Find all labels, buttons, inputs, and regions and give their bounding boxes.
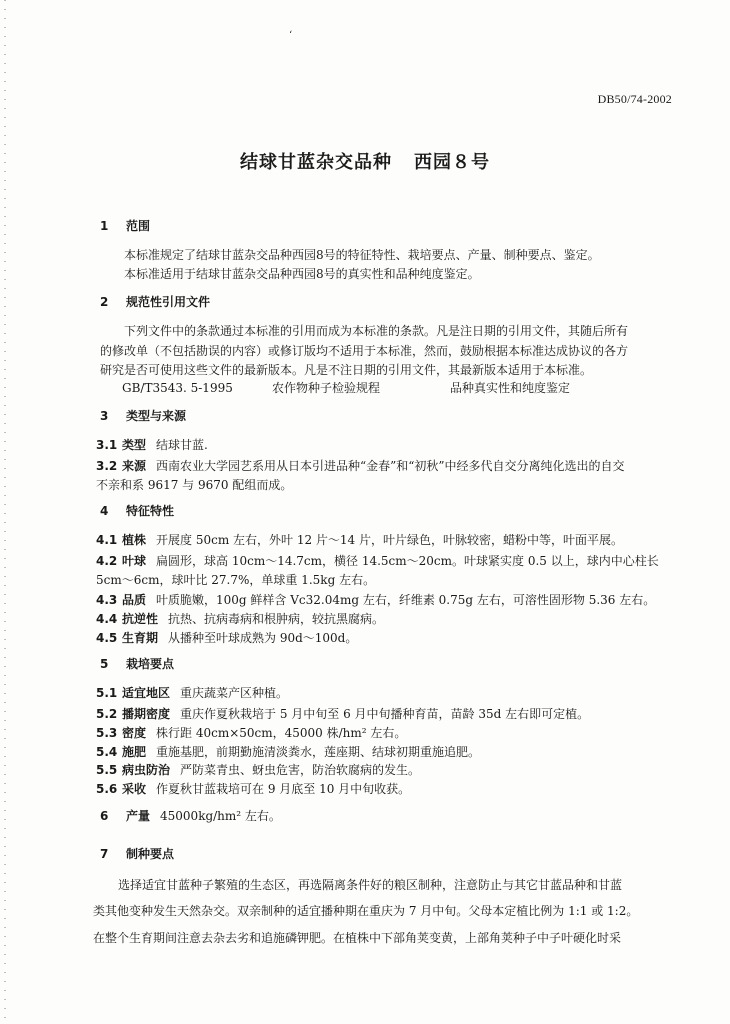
section-heading: 7 制种要点	[100, 847, 175, 861]
clause-item: 5.2 播期密度 重庆作夏秋栽培于 5 月中旬至 6 月中旬播种育苗，苗龄 35d 左右即可定植。	[96, 707, 590, 721]
clause-item: 5.5 病虫防治 严防菜青虫、蚜虫危害，防治软腐病的发生。	[96, 763, 421, 777]
clause-item: 5.1 适宜地区 重庆蔬菜产区种植。	[96, 686, 289, 700]
paragraph-line: 在整个生育期间注意去杂去劣和追施磷钾肥。在植株中下部角荚变黄，上部角荚种子中子叶硬化时采	[93, 931, 622, 945]
clause-item: 4.2 叶球 扁圆形，球高 10cm～14.7cm，横径 14.5cm～20cm。叶球紧实度 0.5 以上，球内中心柱长	[96, 554, 659, 568]
clause-item: 3.2 来源 西南农业大学园艺系用从日本引进品种“金春”和“初秋”中经多代自交分离纯化选出的自交	[96, 459, 625, 473]
yield-value: 45000kg/hm² 左右。	[160, 809, 281, 823]
section-heading: 1 范围	[100, 219, 151, 233]
clause-continuation: 5cm～6cm，球叶比 27.7%，单球重 1.5kg 左右。	[96, 573, 376, 587]
title-variety: 西园８号	[414, 152, 490, 173]
paragraph-line: 本标准适用于结球甘蓝杂交品种西园8号的真实性和品种纯度鉴定。	[124, 267, 480, 281]
section-heading: 2 规范性引用文件	[100, 295, 211, 309]
page-title	[0, 148, 730, 174]
clause-item: 5.6 采收 作夏秋甘蓝栽培可在 9 月底至 10 月中旬收获。	[96, 782, 411, 796]
title-main: 结球甘蓝杂交品种	[240, 152, 392, 173]
paragraph-line: 下列文件中的条款通过本标准的引用而成为本标准的条款。凡是注日期的引用文件，其随后所有	[124, 324, 629, 338]
clause-continuation: 不亲和系 9617 与 9670 配组而成。	[96, 478, 293, 492]
reference-name: 农作物种子检验规程	[272, 381, 381, 395]
scan-mark: ‘	[289, 30, 293, 41]
paragraph-line: 的修改单（不包括勘误的内容）或修订版均不适用于本标准，然而，鼓励根据本标准达成协议的各方	[100, 344, 629, 358]
clause-item: 4.1 植株 开展度 50cm 左右，外叶 12 片～14 片，叶片绿色，叶脉较密，蜡粉中等，叶面平展。	[96, 533, 623, 547]
clause-item: 4.4 抗逆性 抗热、抗病毒病和根肿病，较抗黑腐病。	[96, 612, 385, 626]
clause-item: 5.4 施肥 重施基肥，前期勤施清淡粪水，莲座期、结球初期重施追肥。	[96, 745, 481, 759]
section-heading: 4 特征特性	[100, 504, 175, 518]
paragraph-line: 本标准规定了结球甘蓝杂交品种西园8号的特征特性、栽培要点、产量、制种要点、鉴定。	[124, 248, 600, 262]
section-heading: 3 类型与来源	[100, 409, 187, 423]
reference-part: 品种真实性和纯度鉴定	[450, 381, 571, 395]
clause-item: 4.3 品质 叶质脆嫩，100g 鲜样含 Vc32.04mg 左右，纤维素 0.75g 左右，可溶性固形物 5.36 左右。	[96, 593, 656, 607]
section-heading: 6 产量 45000kg/hm² 左右。	[100, 809, 281, 823]
standard-code: DB50/74-2002	[597, 92, 672, 106]
paragraph-line: 类其他变种发生天然杂交。双亲制种的适宜播种期在重庆为 7 月中旬。父母本定植比例为 1:1 或 1:2。	[93, 904, 639, 918]
reference-code: GB/T3543. 5-1995	[122, 381, 233, 395]
paragraph-line: 选择适宜甘蓝种子繁殖的生态区，再选隔离条件好的粮区制种，注意防止与其它甘蓝品种和甘蓝	[118, 878, 623, 892]
section-heading: 5 栽培要点	[100, 657, 175, 671]
clause-item: 3.1 类型 结球甘蓝.	[96, 438, 208, 452]
clause-item: 5.3 密度 株行距 40cm×50cm，45000 株/hm² 左右。	[96, 726, 407, 740]
paragraph-line: 研究是否可使用这些文件的最新版本。凡是不注日期的引用文件，其最新版本适用于本标准。	[100, 363, 593, 377]
clause-item: 4.5 生育期 从播种至叶球成熟为 90d～100d。	[96, 631, 358, 645]
normative-reference	[122, 380, 570, 396]
